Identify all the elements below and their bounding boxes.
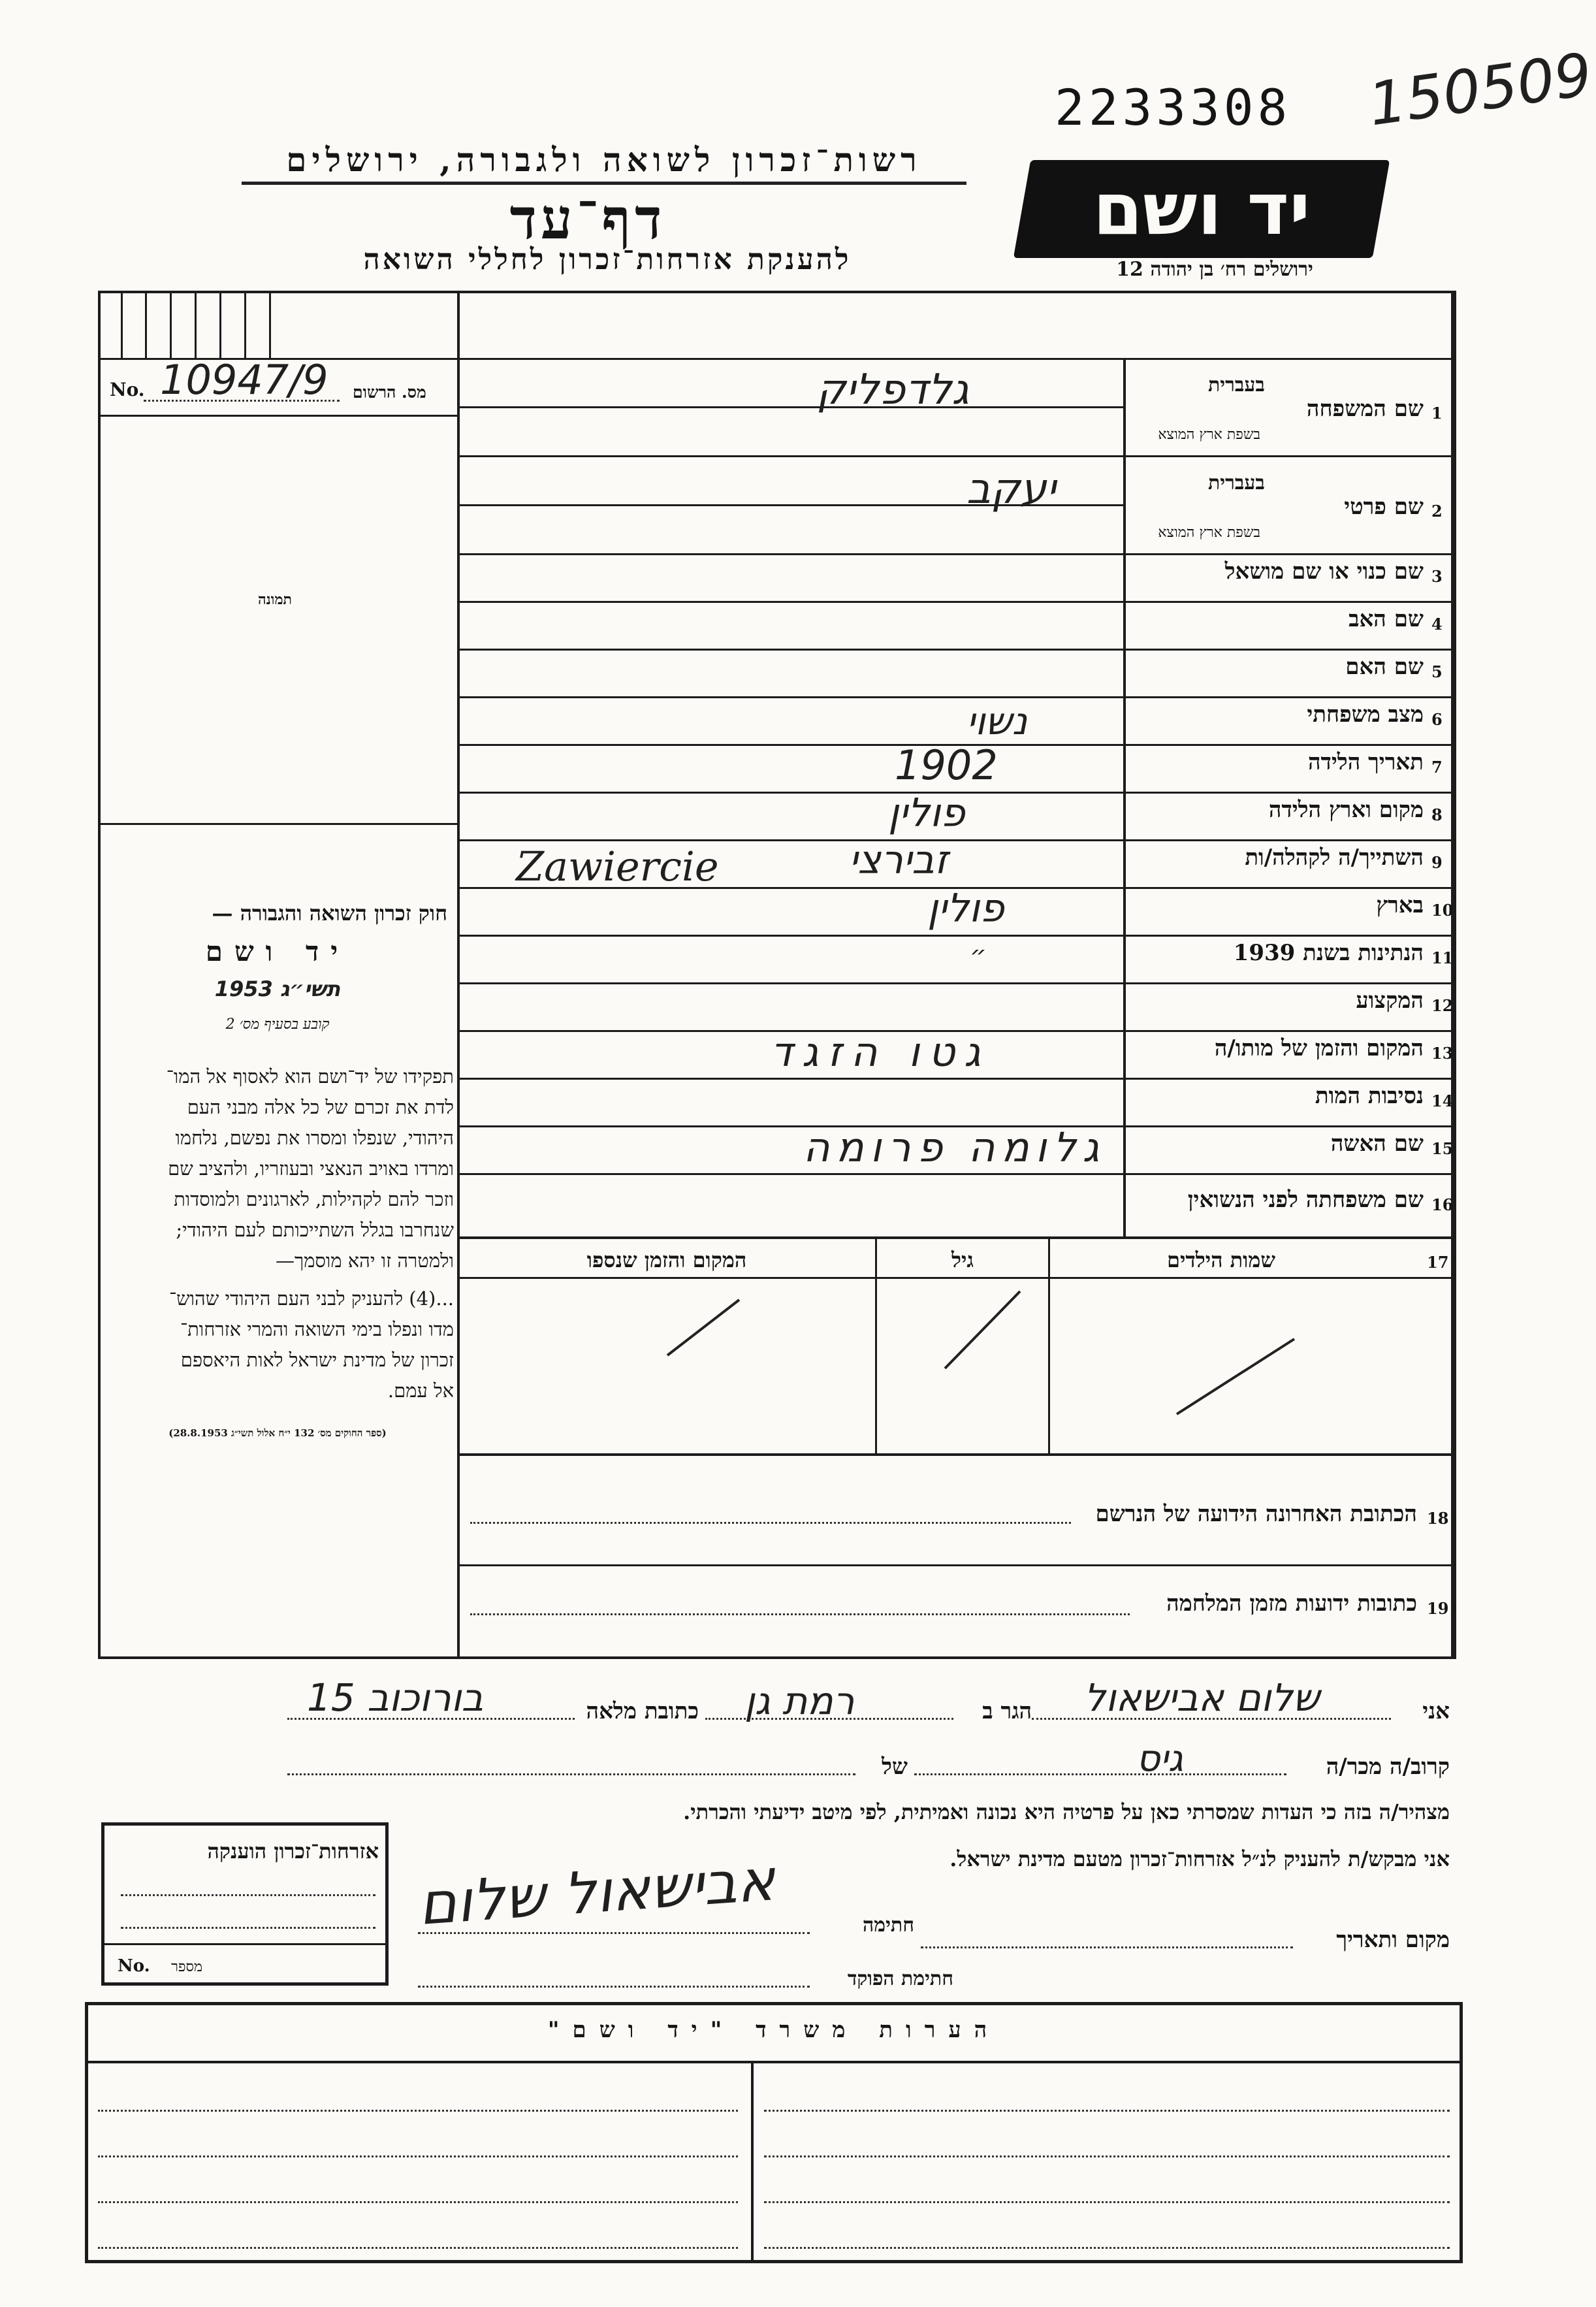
declaration-resides: הגר ב — [982, 1698, 1032, 1724]
field-9-label: השתייך/ה לקהלה/ות — [1245, 845, 1424, 871]
declaration-statement-1: מצהיר/ה בזה כי העדות שמסרתי כאן על פרטיה היא נכונה ואמיתית, לפי מיטב ידיעתי והכרתי. — [683, 1799, 1450, 1824]
notes-title: הערות משרד "יד ושם" — [547, 2017, 1000, 2043]
field-12-label: המקצוע — [1356, 988, 1424, 1014]
law-line-4: ומרדו באויב הנאצי ובעוזריו, ולהציב שם — [168, 1157, 454, 1180]
law-source: (ספר החוקים מס׳ 132 י״ח אלול תשי״ג 28.8.1953) — [168, 1427, 387, 1439]
field-7-value: 1902 — [895, 741, 998, 789]
corner-number: 150509 — [1364, 40, 1596, 140]
field-7-num: 7 — [1431, 758, 1443, 777]
citizenship-number-label: מספר — [171, 1959, 202, 1975]
children-col-age: גיל — [951, 1248, 974, 1272]
law-line-2: לדת את זכרם של כל אלה מבני העם — [187, 1096, 454, 1118]
law-name: יד ושם — [205, 935, 350, 967]
field-12-num: 12 — [1431, 996, 1454, 1015]
field-1-label: שם המשפחה — [1306, 396, 1424, 422]
photo-label: תמונה — [258, 591, 292, 608]
declaration-signature-label: חתימה — [863, 1914, 914, 1937]
field-2-num: 2 — [1431, 502, 1443, 521]
law-line-7: ולמטרה זו יהא מוסמך— — [275, 1250, 454, 1272]
field-11-value: ״ — [970, 941, 987, 971]
law-line-9: מדו ונפלו בימי השואה והמרי אזרחות־ — [180, 1318, 454, 1340]
field-5-num: 5 — [1431, 662, 1443, 681]
registration-label: מס. הרשום — [353, 383, 426, 402]
field-19-num: 19 — [1427, 1599, 1449, 1618]
logo-text: יד ושם — [1093, 167, 1311, 251]
field-1-sub-origin: בשפת ארץ המוצא — [1158, 427, 1260, 443]
field-8-label: מקום וארץ הלידה — [1268, 797, 1424, 823]
field-1-sub-hebrew: בעברית — [1208, 374, 1265, 396]
declaration-signature: אבישאול שלום — [416, 1846, 778, 1938]
address: ירושלים רח׳ בן יהודה 12 — [1116, 258, 1313, 281]
field-6-label: מצב משפחתי — [1307, 702, 1424, 728]
field-8-value: פולין — [888, 790, 965, 836]
field-13-num: 13 — [1431, 1044, 1454, 1063]
children-cross-out-strokes — [458, 1277, 1456, 1453]
yad-vashem-logo — [1013, 160, 1390, 258]
field-7-label: תאריך הלידה — [1307, 749, 1424, 775]
field-16-num: 16 — [1431, 1195, 1454, 1214]
field-15-label: שם האשה — [1330, 1131, 1424, 1157]
law-line-3: היהודי, שנפלו ומסרו את נפשם, נלחמו — [175, 1127, 454, 1149]
declaration-full-address-value: בורוכוב 15 — [307, 1675, 484, 1720]
authority-name: רשות־זכרון לשואה ולגבורה, ירושלים — [242, 140, 966, 185]
law-line-8: ...(4) להעניק לבני העם היהודי שהוש־ — [168, 1287, 454, 1310]
field-13-value: גטו הזגד — [771, 1028, 990, 1076]
field-18-num: 18 — [1427, 1509, 1449, 1528]
field-11-num: 11 — [1431, 948, 1454, 967]
declaration-ani-value: שלום אבישאול — [1084, 1675, 1320, 1720]
field-5-label: שם האם — [1345, 654, 1424, 680]
field-2-label: שם פרטי — [1344, 494, 1424, 520]
declaration-of: של — [882, 1754, 908, 1780]
declaration-officer-signature: חתימת הפוקד — [847, 1967, 953, 1990]
field-2-sub-hebrew: בעברית — [1208, 472, 1265, 494]
field-3-label: שם כנוי או שם מושאל — [1224, 558, 1424, 585]
field-10-num: 10 — [1431, 901, 1454, 920]
registration-number: 10947/9 — [160, 356, 328, 404]
field-14-num: 14 — [1431, 1091, 1454, 1110]
law-year: תשי״ג 1953 — [214, 976, 341, 1001]
children-col-names: שמות הילדים — [1167, 1248, 1275, 1272]
declaration-resides-value: רמת גן — [744, 1679, 855, 1723]
field-10-value: פולין — [927, 886, 1004, 931]
law-clause: קובע בסעיף מס׳ 2 — [225, 1016, 330, 1033]
field-9-value-latin: Zawiercie — [516, 843, 719, 890]
form-title: דף־עד — [509, 186, 666, 252]
field-16-label: שם משפחתה לפני הנשואין — [1187, 1187, 1424, 1213]
law-line-6: שנחרבו בגלל השתייכותם לעם היהודי; — [176, 1219, 454, 1241]
citizenship-title: אזרחות־זכרון הוענקה — [207, 1839, 379, 1863]
field-1-num: 1 — [1431, 404, 1443, 423]
law-line-1: תפקידו של יד־ושם הוא לאסוף אל המו־ — [166, 1065, 454, 1088]
law-title: חוק זכרון השואה והגבורה — — [212, 901, 447, 926]
field-3-num: 3 — [1431, 567, 1443, 586]
field-14-label: נסיבות המות — [1315, 1083, 1424, 1109]
field-2-value: יעקב — [966, 465, 1056, 513]
field-2-sub-origin: בשפת ארץ המוצא — [1158, 524, 1260, 541]
field-4-num: 4 — [1431, 615, 1443, 634]
declaration-place-date: מקום ותאריך — [1336, 1927, 1450, 1953]
declaration-relative-value: גיס — [1136, 1737, 1183, 1780]
form-subtitle: להענקת אזרחות־זכרון לחללי השואה — [363, 243, 852, 276]
field-6-value: נשוי — [966, 699, 1028, 743]
field-1-value: גלדפליק — [816, 366, 969, 414]
field-19-label: כתובות ידועות מזמן המלחמה — [1166, 1590, 1417, 1617]
field-4-label: שם האב — [1349, 606, 1424, 632]
field-9-value: זבירצי — [849, 837, 948, 883]
declaration-ani: אני — [1422, 1698, 1450, 1724]
law-line-5: וזכר להם לקהילות, לארגונים ולמוסדות — [174, 1188, 454, 1210]
declaration-statement-2: אני מבקש/ת להעניק לנ״ל אזרחות־זכרון מטעם מדינת ישראל. — [950, 1847, 1450, 1871]
field-8-num: 8 — [1431, 805, 1443, 824]
field-10-label: בארץ — [1376, 892, 1424, 918]
field-15-num: 15 — [1431, 1139, 1454, 1158]
field-15-value: גלומה פרומה — [803, 1123, 1106, 1171]
declaration-relative: קרוב/ה מכר/ה — [1326, 1754, 1450, 1780]
field-17-num: 17 — [1427, 1253, 1449, 1272]
law-line-10: זכרון של מדינת ישראל לאות היאספם — [180, 1349, 454, 1371]
field-13-label: המקום והזמן של מותו/ה — [1214, 1035, 1424, 1061]
field-11-label: הנתינות בשנת 1939 — [1233, 940, 1424, 966]
citizenship-number-prefix: No. — [118, 1956, 150, 1976]
stamp-number: 2233308 — [1055, 78, 1292, 137]
field-6-num: 6 — [1431, 710, 1443, 729]
declaration-full-address: כתובת מלאה — [586, 1698, 699, 1724]
children-col-place: המקום והזמן שנספו — [586, 1248, 747, 1272]
field-18-label: הכתובת האחרונה הידועה של הנרשם — [1095, 1501, 1417, 1527]
law-line-11: אל עמם. — [387, 1379, 454, 1402]
registration-prefix: No. — [110, 379, 145, 400]
field-9-num: 9 — [1431, 853, 1443, 872]
